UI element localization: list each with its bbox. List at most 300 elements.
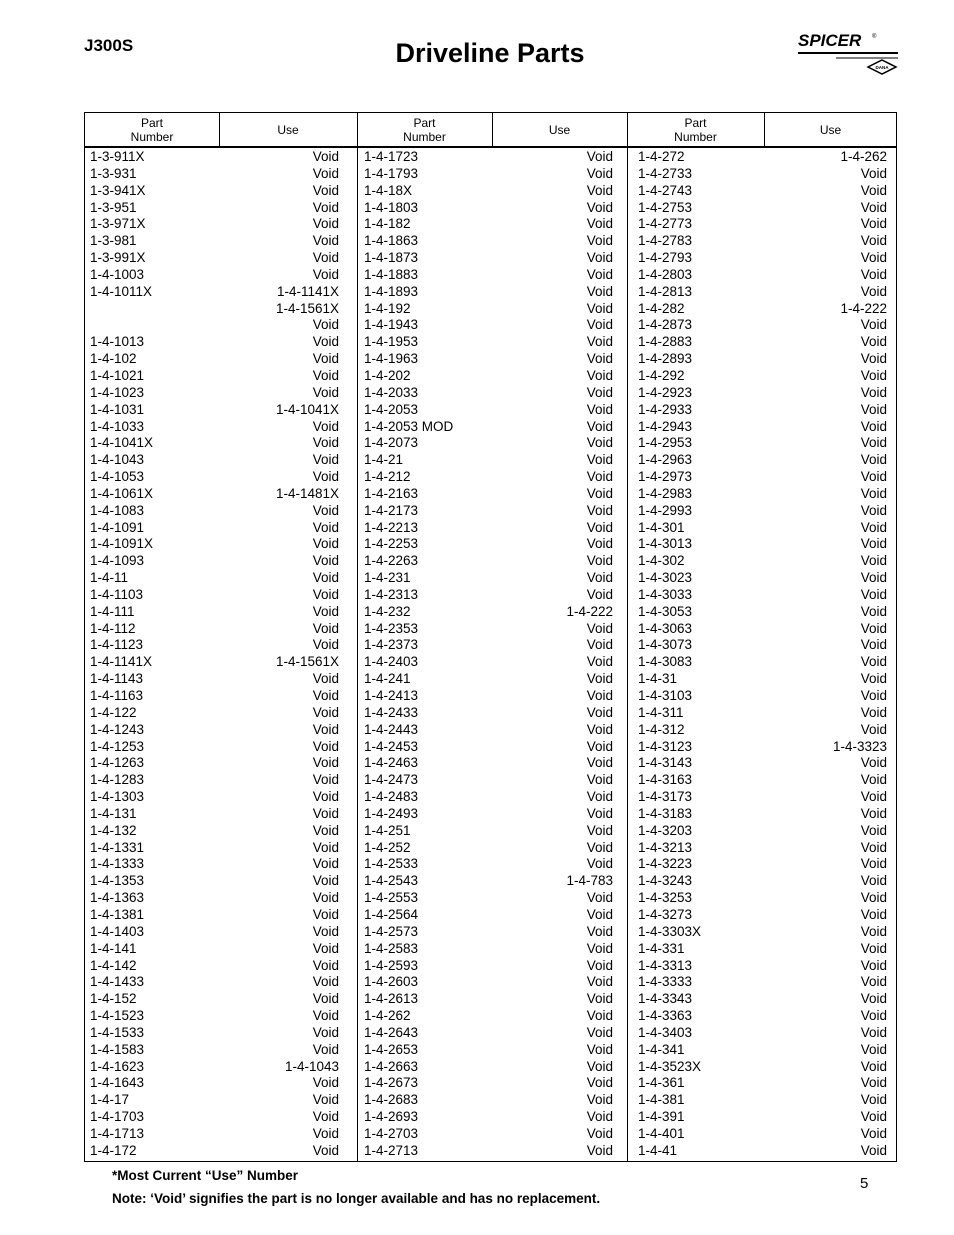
use-cell: Void	[312, 367, 339, 383]
use-cell: Void	[860, 216, 887, 232]
use-cell: Void	[860, 1125, 887, 1141]
use-cell: Void	[586, 1041, 613, 1057]
part-number-cell: 1-4-401	[638, 1125, 685, 1141]
table-row	[638, 250, 887, 267]
use-cell: Void	[586, 772, 613, 788]
table-row	[638, 419, 887, 436]
use-cell: Void	[586, 519, 613, 535]
table-row	[638, 705, 887, 722]
table-row	[364, 469, 613, 486]
use-cell: Void	[586, 149, 613, 164]
use-cell: Void	[312, 1109, 339, 1125]
use-cell: Void	[860, 906, 887, 922]
spicer-logo	[796, 30, 900, 76]
parts-table	[84, 112, 897, 1162]
use-cell: Void	[586, 940, 613, 956]
part-number-cell: 1-4-1123	[90, 637, 144, 653]
part-number-cell: 1-4-251	[364, 822, 411, 838]
table-row	[364, 890, 613, 907]
use-cell: Void	[586, 1109, 613, 1125]
use-cell: Void	[312, 890, 339, 906]
part-number-cell: 1-3-991X	[90, 250, 146, 266]
table-row	[364, 486, 613, 503]
use-cell: Void	[586, 1008, 613, 1024]
part-number-cell: 1-4-3033	[638, 586, 693, 602]
use-cell: 1-4-1041X	[275, 401, 339, 417]
part-number-cell: 1-4-131	[90, 805, 137, 821]
part-number-cell: 1-4-1953	[364, 334, 419, 350]
part-number-cell: 1-4-2963	[638, 452, 693, 468]
table-row	[638, 671, 887, 688]
use-cell: 1-4-262	[840, 149, 887, 164]
table-row	[364, 1143, 613, 1160]
part-number-cell: 1-4-1703	[90, 1109, 145, 1125]
part-number-cell: 1-4-2803	[638, 266, 693, 282]
spicer-logo-graphic	[796, 30, 900, 76]
table-row	[364, 1109, 613, 1126]
table-row	[638, 570, 887, 587]
use-cell: Void	[860, 805, 887, 821]
part-number-cell: 1-4-141	[90, 940, 137, 956]
part-number-cell: 1-4-2743	[638, 182, 693, 198]
use-cell: Void	[860, 199, 887, 215]
use-cell: Void	[312, 822, 339, 838]
use-cell: Void	[586, 435, 613, 451]
part-number-cell: 1-4-331	[638, 940, 685, 956]
part-number-cell: 1-4-2433	[364, 704, 419, 720]
table-row	[90, 536, 339, 553]
use-cell: Void	[860, 1142, 887, 1158]
use-cell: Void	[860, 856, 887, 872]
table-row	[638, 789, 887, 806]
page-number: 5	[860, 1175, 869, 1192]
part-number-cell: 1-4-111	[90, 603, 135, 619]
use-cell: Void	[860, 957, 887, 973]
part-number-cell: 1-4-3063	[638, 620, 693, 636]
table-row	[638, 1059, 887, 1076]
table-row	[90, 755, 339, 772]
part-number-cell: 1-4-3103	[638, 688, 693, 703]
use-cell: Void	[860, 351, 887, 367]
part-number-cell: 1-4-1523	[90, 1008, 145, 1024]
header-use-2: Use	[492, 113, 627, 147]
logo-dana-mark: DANA	[875, 65, 889, 70]
table-row	[364, 654, 613, 671]
use-cell: Void	[312, 755, 339, 771]
table-row	[364, 351, 613, 368]
table-row	[90, 991, 339, 1008]
part-number-cell: 1-4-172	[90, 1142, 137, 1158]
part-number-cell: 1-4-2653	[364, 1041, 419, 1057]
part-number-cell: 1-4-3013	[638, 536, 693, 552]
table-row	[90, 452, 339, 469]
use-cell: Void	[860, 637, 887, 653]
part-number-cell: 1-4-272	[638, 149, 685, 164]
table-row	[638, 536, 887, 553]
table-row	[90, 469, 339, 486]
use-cell: Void	[312, 536, 339, 552]
use-cell: Void	[312, 620, 339, 636]
table-row	[90, 924, 339, 941]
use-cell: Void	[312, 1092, 339, 1108]
header-divider-1	[219, 113, 220, 147]
part-number-cell: 1-3-971X	[90, 216, 146, 232]
table-row	[90, 368, 339, 385]
table-row	[90, 1059, 339, 1076]
table-row	[364, 924, 613, 941]
part-number-cell: 1-4-2703	[364, 1125, 419, 1141]
part-number-cell: 1-4-1023	[90, 384, 145, 400]
part-number-cell: 1-4-192	[364, 300, 411, 316]
header-part-number-1: Part Number	[85, 113, 219, 147]
part-number-cell: 1-4-1083	[90, 502, 145, 518]
column-divider-1	[357, 113, 358, 1161]
use-cell: Void	[312, 738, 339, 754]
table-row	[638, 1042, 887, 1059]
table-row	[364, 267, 613, 284]
part-number-cell: 1-4-262	[364, 1008, 411, 1024]
table-row	[638, 654, 887, 671]
part-number-cell: 1-4-1031	[90, 401, 145, 417]
use-cell: Void	[586, 553, 613, 569]
use-cell: Void	[586, 182, 613, 198]
part-number-cell: 1-4-1893	[364, 283, 419, 299]
table-row	[638, 1143, 887, 1160]
table-row	[364, 621, 613, 638]
part-number-cell: 1-4-301	[638, 519, 685, 535]
part-number-cell: 1-4-2923	[638, 384, 693, 400]
table-row	[638, 452, 887, 469]
footnote-void-note: Note: ‘Void’ signifies the part is no longer available and has no replacement.	[112, 1191, 601, 1206]
part-number-cell: 1-4-17	[90, 1092, 130, 1108]
table-row	[638, 216, 887, 233]
part-number-cell: 1-4-1053	[90, 469, 145, 485]
part-number-cell: 1-4-1643	[90, 1075, 145, 1091]
part-number-cell: 1-4-3053	[638, 603, 693, 619]
part-number-cell: 1-4-1041X	[90, 435, 154, 451]
use-cell: Void	[586, 1075, 613, 1091]
use-cell: Void	[312, 789, 339, 805]
table-row	[364, 1008, 613, 1025]
use-cell: Void	[586, 469, 613, 485]
part-number-cell: 1-4-2173	[364, 502, 419, 518]
use-cell: Void	[586, 401, 613, 417]
table-row	[90, 688, 339, 705]
table-row	[638, 385, 887, 402]
table-row	[90, 840, 339, 857]
table-row	[364, 520, 613, 537]
use-cell: Void	[860, 1075, 887, 1091]
use-cell: Void	[312, 772, 339, 788]
part-number-cell: 1-4-2053	[364, 401, 419, 417]
header-use-3: Use	[764, 113, 897, 147]
part-number-cell: 1-4-2453	[364, 738, 419, 754]
table-row	[638, 284, 887, 301]
part-number-cell: 1-4-2783	[638, 233, 693, 249]
part-number-cell: 1-4-1091X	[90, 536, 154, 552]
table-row	[364, 317, 613, 334]
table-row	[364, 772, 613, 789]
part-number-cell: 1-4-1381	[90, 906, 145, 922]
use-cell: Void	[586, 890, 613, 906]
use-cell: Void	[860, 1092, 887, 1108]
part-number-cell: 1-4-3143	[638, 755, 693, 771]
use-cell: Void	[312, 452, 339, 468]
part-number-cell: 1-4-1333	[90, 856, 145, 872]
table-row	[364, 419, 613, 436]
use-cell: Void	[860, 974, 887, 990]
table-row	[90, 166, 339, 183]
use-cell: Void	[586, 570, 613, 586]
use-cell: 1-4-1561X	[275, 300, 339, 316]
use-cell: Void	[860, 755, 887, 771]
part-number-cell: 1-4-3333	[638, 974, 693, 990]
part-number-cell: 1-4-2733	[638, 165, 693, 181]
part-number-cell: 1-3-951	[90, 199, 137, 215]
table-row	[638, 806, 887, 823]
table-row	[638, 924, 887, 941]
table-row	[364, 250, 613, 267]
part-number-cell: 1-4-1583	[90, 1041, 145, 1057]
table-row	[638, 402, 887, 419]
part-number-cell: 1-4-1883	[364, 266, 419, 282]
part-number-cell: 1-4-2073	[364, 435, 419, 451]
table-row	[90, 1042, 339, 1059]
part-number-cell: 1-4-2953	[638, 435, 693, 451]
use-cell: Void	[312, 384, 339, 400]
part-number-cell: 1-4-152	[90, 991, 137, 1007]
part-number-cell: 1-4-2713	[364, 1142, 419, 1158]
table-row	[90, 772, 339, 789]
table-row	[364, 216, 613, 233]
use-cell: Void	[312, 165, 339, 181]
table-column-2	[364, 149, 613, 1160]
use-cell: Void	[860, 721, 887, 737]
part-number-cell: 1-4-1091	[90, 519, 145, 535]
use-cell: Void	[860, 923, 887, 939]
table-row	[90, 1092, 339, 1109]
table-row	[638, 856, 887, 873]
use-cell: Void	[312, 940, 339, 956]
part-number-cell: 1-4-3403	[638, 1024, 693, 1040]
part-number-cell: 1-4-21	[364, 452, 404, 468]
part-number-cell: 1-4-1353	[90, 873, 145, 889]
part-number-cell: 1-4-2163	[364, 485, 419, 501]
part-number-cell: 1-4-2943	[638, 418, 693, 434]
part-number-cell: 1-4-1283	[90, 772, 145, 788]
table-row	[638, 334, 887, 351]
part-number-cell: 1-4-282	[638, 300, 685, 316]
use-cell: 1-4-783	[566, 873, 613, 889]
use-cell: Void	[586, 789, 613, 805]
table-row	[364, 587, 613, 604]
use-cell: Void	[860, 384, 887, 400]
table-row	[638, 520, 887, 537]
part-number-cell: 1-4-1533	[90, 1024, 145, 1040]
use-cell: Void	[586, 620, 613, 636]
table-row	[90, 351, 339, 368]
part-number-cell: 1-4-142	[90, 957, 137, 973]
part-number-cell: 1-4-2973	[638, 469, 693, 485]
use-cell: Void	[860, 536, 887, 552]
table-row	[364, 705, 613, 722]
use-cell: Void	[860, 671, 887, 687]
table-row	[364, 941, 613, 958]
table-row	[638, 368, 887, 385]
use-cell: Void	[586, 485, 613, 501]
page-title: Driveline Parts	[395, 38, 585, 68]
table-row	[638, 1109, 887, 1126]
use-cell: Void	[586, 216, 613, 232]
use-cell: Void	[312, 317, 339, 333]
use-cell: Void	[312, 149, 339, 164]
use-cell: Void	[586, 671, 613, 687]
table-row	[364, 301, 613, 318]
use-cell: Void	[860, 620, 887, 636]
use-cell: Void	[586, 1142, 613, 1158]
table-row	[638, 486, 887, 503]
part-number-cell: 1-4-3243	[638, 873, 693, 889]
table-row	[90, 1075, 339, 1092]
part-number-cell: 1-4-1863	[364, 233, 419, 249]
part-number-cell: 1-4-1403	[90, 923, 145, 939]
table-row	[364, 183, 613, 200]
part-number-cell: 1-4-1963	[364, 351, 419, 367]
table-row	[90, 941, 339, 958]
table-row	[364, 1042, 613, 1059]
part-number-cell: 1-4-1433	[90, 974, 145, 990]
part-number-cell: 1-4-2773	[638, 216, 693, 232]
table-row	[90, 1126, 339, 1143]
part-number-cell: 1-4-2983	[638, 485, 693, 501]
part-number-cell: 1-4-1011X	[90, 283, 153, 299]
table-row	[90, 250, 339, 267]
part-number-cell: 1-4-1263	[90, 755, 145, 771]
table-row	[638, 200, 887, 217]
table-row	[364, 671, 613, 688]
table-row	[638, 1025, 887, 1042]
part-number-cell: 1-4-2493	[364, 805, 419, 821]
part-number-cell: 1-4-2693	[364, 1109, 419, 1125]
table-row	[90, 334, 339, 351]
part-number-cell: 1-4-2033	[364, 384, 419, 400]
use-cell: Void	[860, 570, 887, 586]
part-number-cell: 1-4-3173	[638, 789, 693, 805]
part-number-cell: 1-4-2253	[364, 536, 419, 552]
part-number-cell: 1-4-1793	[364, 165, 419, 181]
use-cell: Void	[312, 199, 339, 215]
use-cell: Void	[586, 334, 613, 350]
table-row	[90, 216, 339, 233]
table-row	[638, 1092, 887, 1109]
part-number-cell: 1-4-2313	[364, 586, 419, 602]
table-row	[364, 1126, 613, 1143]
part-number-cell: 1-4-3163	[638, 772, 693, 788]
part-number-cell: 1-4-3343	[638, 991, 693, 1007]
part-number-cell: 1-4-202	[364, 367, 411, 383]
use-cell: Void	[312, 250, 339, 266]
use-cell: Void	[312, 1041, 339, 1057]
part-number-cell: 1-4-2553	[364, 890, 419, 906]
part-number-cell: 1-4-1003	[90, 266, 145, 282]
table-row	[638, 351, 887, 368]
table-row	[90, 587, 339, 604]
use-cell: Void	[586, 822, 613, 838]
use-cell: Void	[312, 351, 339, 367]
table-row	[90, 621, 339, 638]
table-row	[638, 823, 887, 840]
use-cell: Void	[860, 250, 887, 266]
table-row	[638, 637, 887, 654]
table-row	[364, 840, 613, 857]
part-number-cell: 1-4-3273	[638, 906, 693, 922]
use-cell: Void	[586, 637, 613, 653]
table-row	[638, 435, 887, 452]
use-cell: Void	[312, 182, 339, 198]
table-row	[364, 402, 613, 419]
part-number-cell: 1-3-941X	[90, 182, 146, 198]
part-number-cell: 1-4-2873	[638, 317, 693, 333]
use-cell: Void	[312, 519, 339, 535]
use-cell: Void	[860, 991, 887, 1007]
use-cell: Void	[312, 418, 339, 434]
use-cell: Void	[860, 367, 887, 383]
use-cell: Void	[586, 266, 613, 282]
use-cell: Void	[860, 165, 887, 181]
part-number-cell: 1-4-132	[90, 822, 137, 838]
part-number-cell: 1-4-3073	[638, 637, 693, 653]
use-cell: Void	[586, 233, 613, 249]
part-number-cell: 1-4-2564	[364, 906, 419, 922]
use-cell: Void	[312, 570, 339, 586]
part-number-cell: 1-4-31	[638, 671, 678, 687]
table-row	[90, 317, 339, 334]
use-cell: Void	[586, 199, 613, 215]
part-number-cell: 1-4-2683	[364, 1092, 419, 1108]
use-cell: Void	[586, 991, 613, 1007]
part-number-cell: 1-4-2533	[364, 856, 419, 872]
use-cell: Void	[860, 822, 887, 838]
table-row	[638, 890, 887, 907]
part-number-cell: 1-4-2583	[364, 940, 419, 956]
part-number-cell: 1-4-2463	[364, 755, 419, 771]
use-cell: Void	[586, 974, 613, 990]
part-number-cell: 1-4-112	[90, 620, 136, 636]
header-divider-3	[764, 113, 765, 147]
table-row	[364, 1025, 613, 1042]
column-divider-2	[627, 113, 628, 1161]
table-row	[364, 570, 613, 587]
use-cell: Void	[860, 182, 887, 198]
use-cell: Void	[312, 502, 339, 518]
part-number-cell: 1-4-1331	[90, 839, 145, 855]
use-cell: 1-4-1141X	[276, 283, 339, 299]
use-cell: Void	[586, 957, 613, 973]
table-column-1	[90, 149, 339, 1160]
table-row	[364, 755, 613, 772]
table-row	[638, 991, 887, 1008]
use-cell: Void	[586, 502, 613, 518]
table-row	[364, 789, 613, 806]
use-cell: Void	[312, 1142, 339, 1158]
use-cell: Void	[586, 165, 613, 181]
use-cell: Void	[312, 266, 339, 282]
table-row	[638, 317, 887, 334]
footnote-most-current: *Most Current “Use” Number	[112, 1168, 299, 1183]
part-number-cell: 1-4-292	[638, 367, 685, 383]
table-row	[364, 1075, 613, 1092]
table-row	[638, 166, 887, 183]
